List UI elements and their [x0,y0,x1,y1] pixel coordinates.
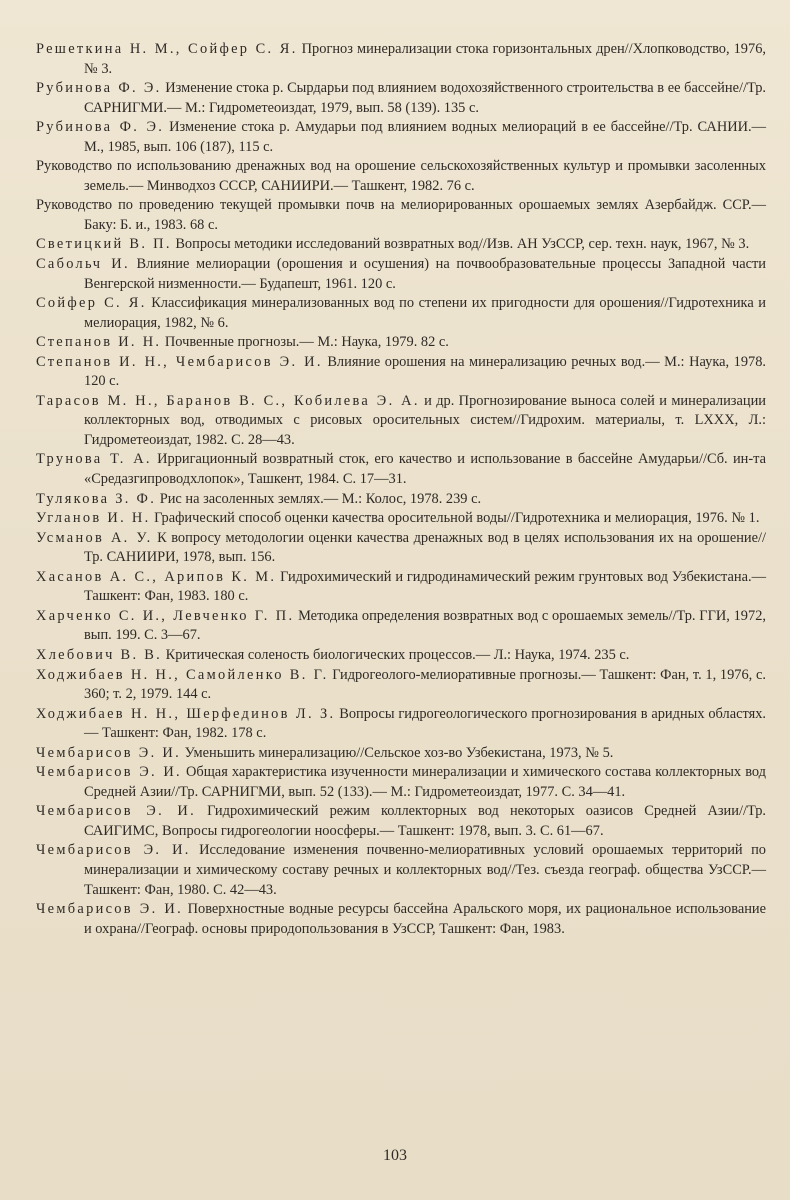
reference-text: Влияние орошения на минерализацию речных вод.— М.: Наука, 1978. 120 с. [84,353,767,390]
reference-entry [36,255,766,294]
reference-entry [36,118,766,157]
reference-entry [36,196,766,235]
reference-author: Ходжибаев Н. Н., Самойленко В. Г. [36,666,329,683]
reference-text: Изменение стока р. Амударьи под влиянием водных мелиораций в ее бассейне//Тр. САНИИ.— М., 1985, вып. 106 (187), 115 с. [84,119,766,155]
page-number: 103 [383,1147,407,1164]
reference-text: Методика определения возвратных вод с орошаемых земель//Тр. ГГИ, 1972, вып. 199. С. 3—67. [84,607,766,644]
reference-entry [36,392,766,451]
reference-text: и др. Прогнозирование выноса солей и минерализации коллекторных вод, отводимых с рисовых оросительных систем//Гидрохим. материалы, т. LXXX, Л.: Гидрометеоиздат, 1982. С. 28—43. [84,392,766,448]
reference-author: Ходжибаев Н. Н., Шерфединов Л. З. [36,705,336,722]
reference-author: Угланов И. Н. [36,510,151,527]
reference-text: Графический способ оценки качества оросительной воды//Гидротехника и мелиорация, 1976. № 1. [150,510,760,527]
reference-entry [36,802,766,841]
reference-text: Поверхностные водные ресурсы бассейна Аральского моря, их рациональное использование и охрана//Географ. основы природопользования в УзССР, Ташкент: Фан, 1983. [84,901,767,937]
reference-entry [36,666,766,705]
reference-entry [36,157,766,196]
reference-text: Руководство по использованию дренажных вод на орошение сельскохозяйственных культур и промывки засоленных земель.— Минводхоз СССР, САНИИРИ.— Ташкент, 1982. 76 с. [36,158,766,194]
reference-author: Рубинова Ф. Э. [36,119,165,136]
reference-entry [36,79,766,118]
reference-entry [36,841,766,900]
reference-author: Харченко С. И., Левченко Г. П. [36,607,295,624]
reference-author: Рубинова Ф. Э. [36,80,162,97]
reference-text: Критическая соленость биологических процессов.— Л.: Наука, 1974. 235 с. [162,646,630,663]
reference-text: Гидрогеолого-мелиоративные прогнозы.— Ташкент: Фан, т. 1, 1976, с. 360; т. 2, 1979. 144 с. [84,666,766,703]
reference-text: Классификация минерализованных вод по степени их пригодности для орошения//Гидротехника и мелиорация, 1982, № 6. [84,295,766,331]
reference-author: Усманов А. У. [36,529,153,546]
reference-author: Чембарисов Э. И. [36,803,197,820]
reference-entry [36,490,766,510]
reference-entry [36,705,766,744]
reference-entry [36,40,766,79]
reference-author: Хасанов А. С., Арипов К. М. [36,568,277,585]
reference-entry [36,333,766,353]
reference-text: Влияние мелиорации (орошения и осушения) на почвообразовательные процессы Западной части Венгерской низменности.— Будапешт, 1961. 120 с. [84,256,766,292]
bibliography-list [36,40,766,939]
reference-entry [36,353,766,392]
reference-entry [36,450,766,489]
reference-text: Общая характеристика изученности минерализации и химического состава коллекторных вод Средней Азии//Тр. САРНИГМИ, вып. 52 (133).— М.: Гидрометеоиздат, 1977. С. 34—41. [84,764,766,800]
reference-entry [36,763,766,802]
reference-entry [36,900,766,939]
reference-text: Руководство по проведению текущей промывки почв на мелиорированных орошаемых землях Азербайдж. ССР.— Баку: Б. и., 1983. 68 с. [36,197,766,233]
reference-author: Светицкий В. П. [36,236,172,253]
reference-text: Прогноз минерализации стока горизонтальных дрен//Хлопководство, 1976, № 3. [84,41,766,77]
reference-entry [36,529,766,568]
reference-author: Степанов И. Н., Чембарисов Э. И. [36,353,323,370]
reference-text: Рис на засоленных землях.— М.: Колос, 1978. 239 с. [156,490,482,507]
reference-text: Почвенные прогнозы.— М.: Наука, 1979. 82 с. [161,334,449,351]
reference-text: Исследование изменения почвенно-мелиоративных условий орошаемых территорий по минерализации и химическому составу речных и коллекторных вод//Тез. съезда географ. общества УзССР.— Ташкент: Фан, 1980. С. 42—43. [84,842,766,898]
reference-author: Хлебович В. В. [36,646,163,663]
reference-author: Степанов И. Н. [36,334,162,351]
reference-entry [36,568,766,607]
reference-text: Изменение стока р. Сырдарьи под влиянием водохозяйственного строительства в ее бассейне//Тр. САРНИГМИ.— М.: Гидрометеоиздат, 1979, вып. 58 (139). 135 с. [84,80,767,116]
reference-author: Решеткина Н. М., Сойфер С. Я. [36,41,298,57]
reference-entry [36,744,766,764]
reference-author: Трунова Т. А. [36,451,152,468]
reference-text: Уменьшить минерализацию//Сельское хоз-во Узбекистана, 1973, № 5. [180,744,614,761]
reference-author: Чембарисов Э. И. [36,744,181,761]
reference-entry [36,235,766,255]
reference-author: Чембарисов Э. И. [36,901,184,918]
reference-text: Гидрохимический режим коллекторных вод некоторых оазисов Средней Азии//Тр. САИГИМС, Вопросы гидрогеологии ноосферы.— Ташкент: 1978, вып. 3. С. 61—67. [84,803,766,839]
reference-author: Чембарисов Э. И. [36,842,191,859]
reference-text: Вопросы гидрогеологического прогнозирования в аридных областях.— Ташкент: Фан, 1982. 178 с. [84,705,766,742]
reference-author: Чембарисов Э. И. [36,764,182,781]
reference-entry [36,294,766,333]
reference-author: Сабольч И. [36,256,130,273]
reference-text: Ирригационный возвратный сток, его качество и использование в бассейне Амударьи//Сб. ин-та «Средазгипроводхлопок», Ташкент, 1984. С. 17—31. [84,451,766,488]
reference-author: Сойфер С. Я. [36,295,147,312]
reference-entry [36,509,766,529]
reference-author: Тулякова З. Ф. [36,490,157,507]
reference-entry [36,607,766,646]
reference-text: Гидрохимический и гидродинамический режим грунтовых вод Узбекистана.— Ташкент: Фан, 1983. 180 с. [84,568,766,605]
reference-text: К вопросу методологии оценки качества дренажных вод в целях использования их на орошение//Тр. САНИИРИ, 1978, вып. 156. [84,529,766,566]
reference-text: Вопросы методики исследований возвратных вод//Изв. АН УзССР, сер. техн. наук, 1967, № 3. [171,236,750,253]
reference-author: Тарасов М. Н., Баранов В. С., Кобилева Э. А. [36,392,420,409]
reference-entry [36,646,766,666]
